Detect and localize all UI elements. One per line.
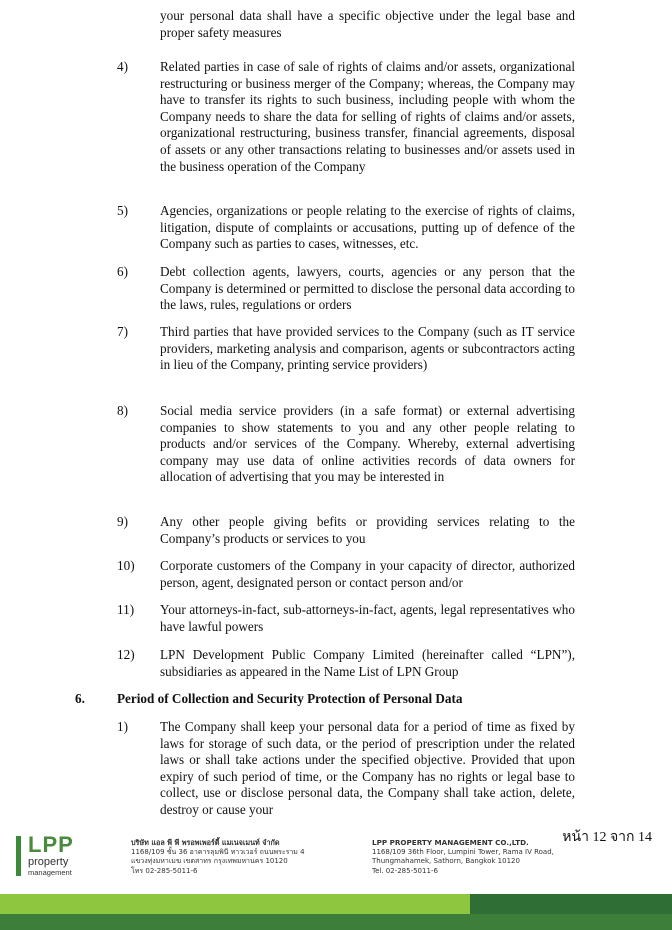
list-item-number: 12) <box>117 647 135 662</box>
thai-address-line: แขวงทุ่งมหาเมฆ เขตสาทร กรุงเทพมหานคร 10120 <box>131 857 288 865</box>
list-item-text: Third parties that have provided services to the Company (such as IT service providers, marketing analysis and comparison, agents or subcontractors acting in lieu of the Company, printing service providers) <box>160 324 575 373</box>
list-item-number: 11) <box>117 602 135 617</box>
logo-main-text: LPP <box>28 832 74 857</box>
english-company-name: LPP PROPERTY MANAGEMENT CO.,LTD. <box>372 838 529 847</box>
thai-company-name: บริษัท แอล พี พี พรอพเพอร์ตี้ แมเนจเมนท์ จำกัด <box>131 838 280 847</box>
list-item-text: LPN Development Public Company Limited (hereinafter called “LPN”), subsidiaries as appeared in the Name List of LPN Group <box>160 647 575 679</box>
logo-bar-icon <box>16 836 21 876</box>
list-item-number: 8) <box>117 403 128 418</box>
list-item-number: 9) <box>117 514 128 529</box>
section-heading: Period of Collection and Security Protection of Personal Data <box>117 691 463 706</box>
list-item-text: Debt collection agents, lawyers, courts, agencies or any person that the Company is determined or permitted to disclose the personal data according to the laws, rules, regulations or orders <box>160 264 575 313</box>
page-footer <box>0 820 672 930</box>
intro-paragraph: your personal data shall have a specific objective under the legal base and proper safety measures <box>160 8 575 40</box>
list-item-text: Related parties in case of sale of rights of claims and/or assets, organizational restructuring or business merger of the Company; whereas, the Company may have to transfer its rights to such business, including people with whom the Company needs to share the data for selling of rights of claims and/or assets, organizational restructuring, business transfer, financial agreements, disposal of assets or any other transactions relating to businesses and/or assets used in the business operation of the Company <box>160 59 575 174</box>
list-item-number: 5) <box>117 203 128 218</box>
english-phone: Tel. 02-285-5011-6 <box>372 866 438 875</box>
list-item-text: The Company shall keep your personal data for a period of time as fixed by laws for storage of such data, or the period of prescription under the related laws or shall take actions under the specified objective. Provided that upon expiry of such period of time, or the Company has no rights or legal base to collect, use or disclose personal data, the Company shall take action, delete, destroy or cause your <box>160 719 575 817</box>
list-item-number: 4) <box>117 59 128 74</box>
footer-stripe-base <box>0 914 672 930</box>
logo-sub-text: property <box>28 856 69 868</box>
list-item-text: Your attorneys-in-fact, sub-attorneys-in-fact, agents, legal representatives who have lawful powers <box>160 602 575 634</box>
list-item-text: Agencies, organizations or people relating to the exercise of rights of claims, litigation, dispute of complaints or accusations, putting up of defence of the Company such as parties to cases, witnesses, etc. <box>160 203 575 252</box>
english-address-line: Thungmahamek, Sathorn, Bangkok 10120 <box>372 857 520 865</box>
list-item-text: Corporate customers of the Company in your capacity of director, authorized person, agent, designated person or contact person and/or <box>160 558 575 590</box>
list-item-number: 6) <box>117 264 128 279</box>
thai-address-block <box>131 838 356 876</box>
logo-sub2-text: management <box>28 868 72 877</box>
section-number: 6. <box>75 691 85 706</box>
english-address-block <box>372 838 572 876</box>
footer-stripe-dark <box>470 894 672 914</box>
list-item-number: 1) <box>117 719 128 734</box>
list-item-text: Social media service providers (in a safe format) or external advertising companies to show statements to you and any other people relating to products and/or services of the Company. Whereby, external advertising company may use data of online activities records of data owners for allocation of advertising that you may be interested in <box>160 403 575 485</box>
list-item-number: 7) <box>117 324 128 339</box>
list-item-number: 10) <box>117 558 135 573</box>
page-number: หน้า 12 จาก 14 <box>562 830 652 845</box>
company-logo <box>16 834 96 894</box>
thai-address-line: 1168/109 ชั้น 36 อาคารลุมพินี ทาวเวอร์ ถนนพระราม 4 <box>131 847 305 856</box>
list-item-text: Any other people giving befits or providing services relating to the Company’s products or services to you <box>160 514 575 546</box>
english-address-line: 1168/109 36th Floor, Lumpini Tower, Rama IV Road, <box>372 847 554 856</box>
thai-phone: โทร 02-285-5011-6 <box>131 866 198 875</box>
